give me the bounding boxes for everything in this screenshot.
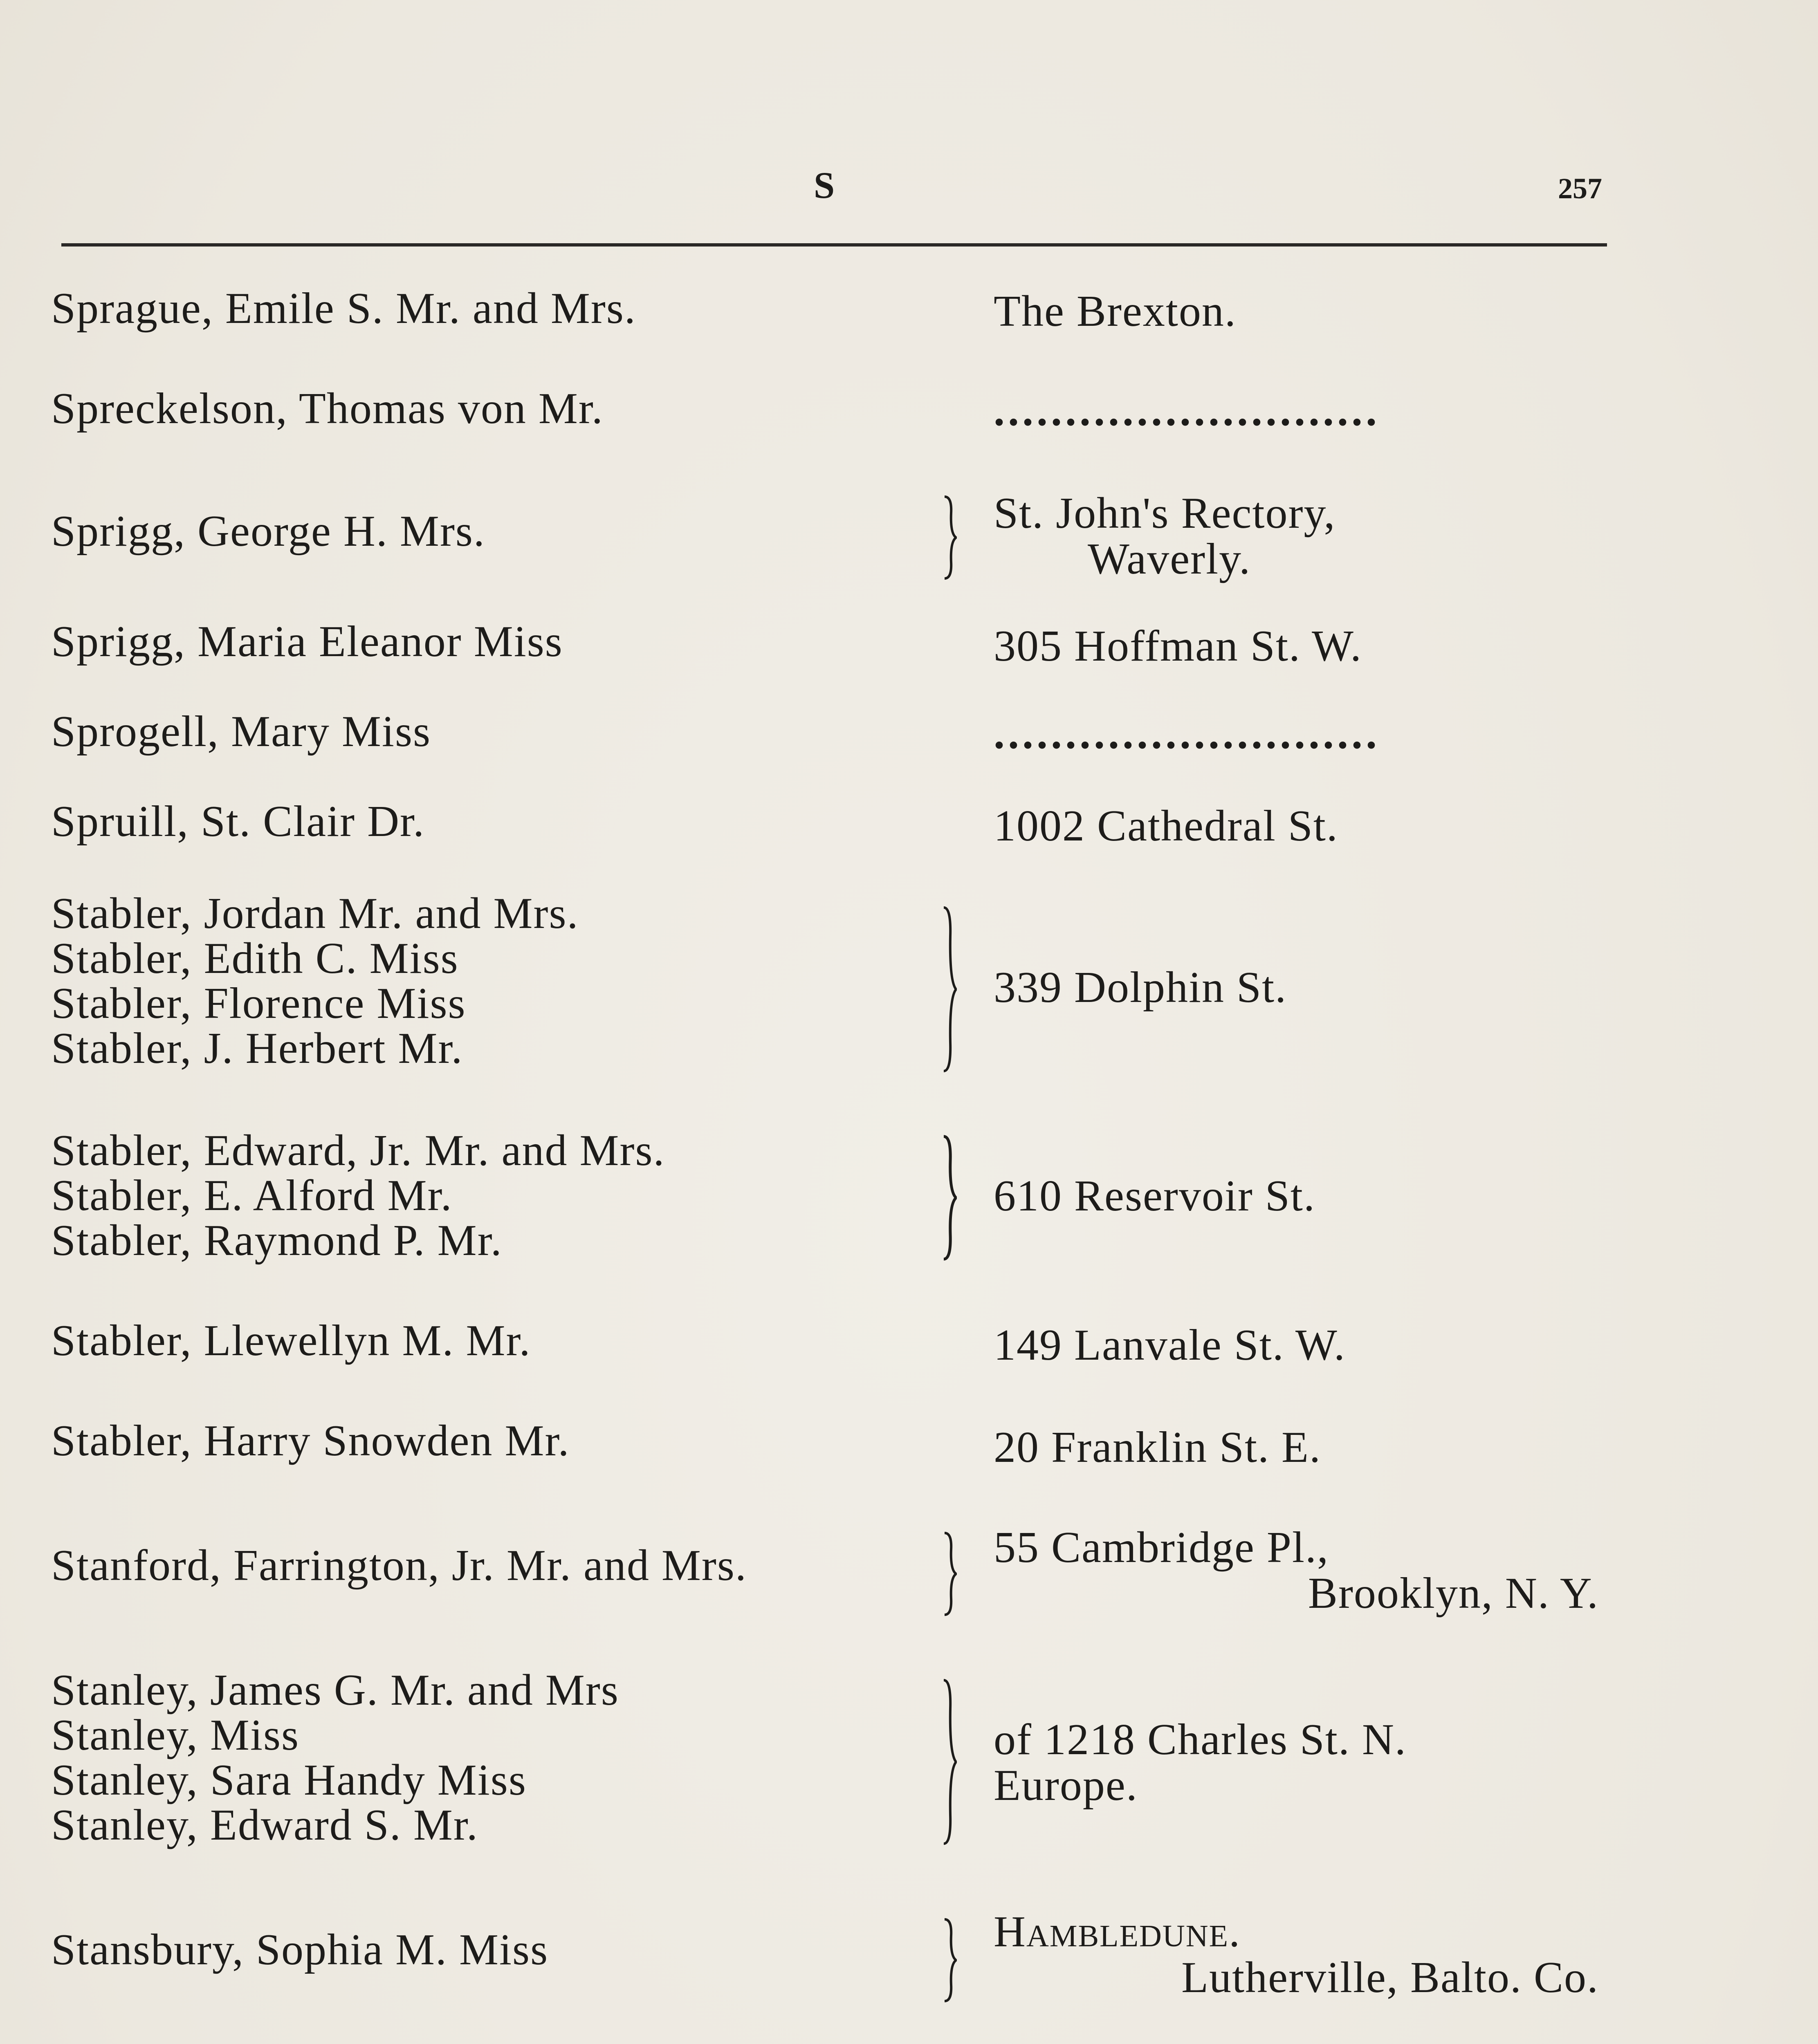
section-letter: S: [814, 164, 836, 206]
brace-icon: [940, 1676, 957, 1848]
entry-name: Stabler, Llewellyn M. Mr.: [51, 1316, 531, 1365]
brace-icon: [940, 1132, 957, 1263]
entry-name: Sprague, Emile S. Mr. and Mrs.: [51, 284, 636, 333]
entry-address: 20 Franklin St. E.: [994, 1423, 1322, 1472]
entry-address: St. John's Rectory,: [994, 489, 1336, 538]
entry-address: 149 Lanvale St. W.: [994, 1321, 1346, 1369]
entry-name: Stabler, Jordan Mr. and Mrs.: [51, 889, 579, 938]
entry-name: Sprigg, Maria Eleanor Miss: [51, 617, 563, 666]
entry-name: Stabler, E. Alford Mr.: [51, 1171, 453, 1220]
brace-icon: [940, 903, 957, 1075]
entry-address: 339 Dolphin St.: [994, 963, 1287, 1012]
entry-address-blank: ...........................: [994, 386, 1380, 435]
entry-name: Stabler, Harry Snowden Mr.: [51, 1416, 570, 1465]
entry-name: Stanley, Miss: [51, 1711, 300, 1759]
entry-address: 1002 Cathedral St.: [994, 802, 1338, 850]
entry-address: Europe.: [994, 1761, 1138, 1810]
brace-icon: [940, 493, 957, 583]
entry-name: Sprogell, Mary Miss: [51, 707, 431, 756]
brace-icon: [940, 1529, 957, 1619]
entry-address: The Brexton.: [994, 287, 1237, 336]
entry-name: Stanford, Farrington, Jr. Mr. and Mrs.: [51, 1541, 747, 1590]
entry-address: Lutherville, Balto. Co.: [1181, 1953, 1599, 2002]
entry-name: Spruill, St. Clair Dr.: [51, 797, 425, 846]
page-number: 257: [1558, 172, 1602, 205]
entry-address: Brooklyn, N. Y.: [1308, 1569, 1599, 1618]
entry-name: Spreckelson, Thomas von Mr.: [51, 384, 604, 433]
brace-icon: [940, 1915, 957, 2005]
entry-name: Stanley, Sara Handy Miss: [51, 1756, 527, 1804]
entry-address: Waverly.: [1088, 535, 1251, 583]
entry-name: Stansbury, Sophia M. Miss: [51, 1925, 549, 1974]
entry-address: Hambledune.: [994, 1907, 1241, 1956]
entry-address: 610 Reservoir St.: [994, 1172, 1315, 1220]
entry-address: 55 Cambridge Pl.,: [994, 1523, 1329, 1572]
entry-address-blank: ...........................: [994, 709, 1380, 758]
entry-name: Stabler, Edith C. Miss: [51, 934, 459, 983]
entry-name: Stabler, Edward, Jr. Mr. and Mrs.: [51, 1126, 665, 1175]
entry-name: Stabler, Raymond P. Mr.: [51, 1216, 503, 1265]
entry-name: Stanley, James G. Mr. and Mrs: [51, 1666, 619, 1715]
entry-name: Stabler, J. Herbert Mr.: [51, 1024, 463, 1073]
entry-name: Stabler, Florence Miss: [51, 979, 466, 1028]
entry-address: 305 Hoffman St. W.: [994, 622, 1362, 670]
entry-address: of 1218 Charles St. N.: [994, 1715, 1407, 1764]
entry-name: Sprigg, George H. Mrs.: [51, 507, 485, 556]
entry-name: Stanley, Edward S. Mr.: [51, 1801, 478, 1849]
